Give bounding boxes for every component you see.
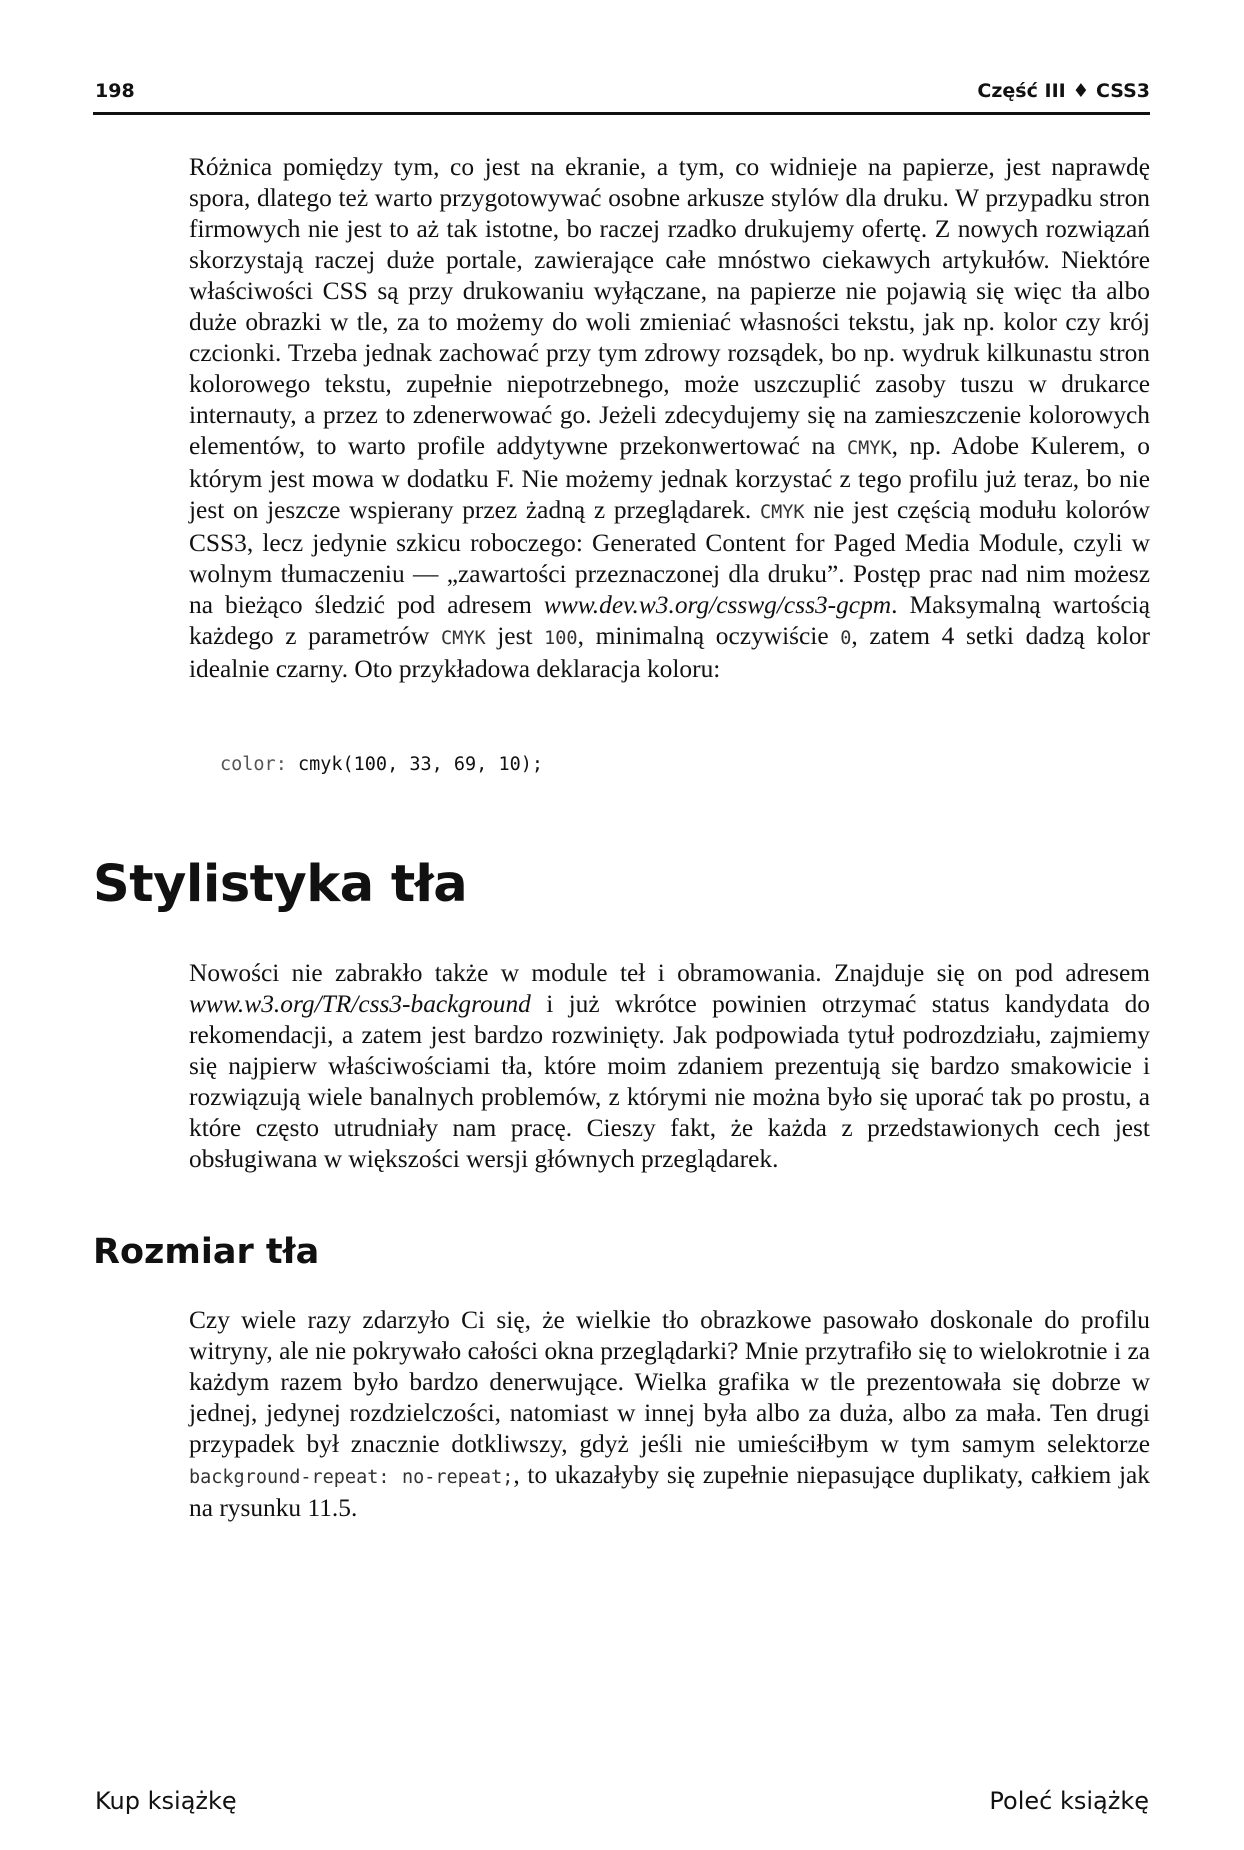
text-run: , to ukazałyby się zupełnie niepasujące duplikaty, całkiem jak na rysunku 11.5.: [189, 1461, 1150, 1522]
body-paragraph-2: [189, 958, 1150, 1175]
subsection-heading: Rozmiar tła: [93, 1232, 320, 1272]
code-property: color:: [220, 754, 287, 775]
url-text: www.w3.org/TR/css3-background: [189, 990, 531, 1018]
text-run: jest: [485, 622, 545, 650]
body-paragraph-1: [189, 152, 1150, 685]
recommend-book-link[interactable]: Poleć książkę: [989, 1787, 1149, 1815]
page-number: 198: [95, 80, 135, 102]
text-run: i już wkrótce powinien otrzymać status kandydata do rekomendacji, a zatem jest bardzo rozwinięty. Jak podpowiada tytuł podrozdziału, zajmiemy się najpierw właściwościami tła, które moim zdaniem prezentują się bardzo smakowicie i rozwiązują wiele banalnych problemów, z którymi nie można było się uporać tak po prostu, a które często utrudniały nam pracę. Cieszy fakt, że każda z przedstawionych cech jest obsługiwana w większości wersji głównych przeglądarek.: [189, 990, 1150, 1173]
code-value: cmyk(100, 33, 69, 10);: [286, 754, 544, 775]
text-run: , np. Adobe Kulerem, o którym jest mowa w dodatku F. Nie możemy jednak korzystać z tego profilu już teraz, bo nie jest on jeszcze wspierany przez żadną z przeglądarek.: [189, 432, 1150, 524]
url-text: www.dev.w3.org/csswg/css3-gcpm: [543, 591, 892, 619]
text-run: , minimalną oczywiście: [577, 622, 841, 650]
running-header: [93, 76, 1150, 115]
section-heading: Stylistyka tła: [93, 855, 468, 914]
text-run: nie jest częścią modułu kolorów CSS3, lecz jedynie szkicu roboczego: Generated Content for Paged Media Module, czyli w wolnym tłumaczeniu — „zawartości przeznaczonej dla druku”. Postęp prac nad nim możesz na bieżąco śledzić pod adresem: [189, 496, 1151, 619]
text-run: . Maksymalną wartością każdego z parametrów: [189, 591, 1151, 650]
inline-code: CMYK: [760, 502, 805, 523]
section-label: Część III ♦ CSS3: [977, 80, 1150, 102]
inline-code: background-repeat: no-repeat;: [189, 1467, 514, 1488]
text-run: Czy wiele razy zdarzyło Ci się, że wielkie tło obrazkowe pasowało doskonale do profilu witryny, ale nie pokrywało całości okna przeglądarki? Mnie przytrafiło się to wielokrotnie i za każdym razem było bardzo denerwujące. Wielka grafika w tle prezentowała się dobrze w jednej, jedynej rozdzielczości, natomiast w innej była albo za duża, albo za mała. Ten drugi przypadek był znacznie dotkliwszy, gdyż jeśli nie umieściłbym w tym samym selektorze: [189, 1306, 1150, 1458]
inline-code: 0: [840, 628, 852, 649]
buy-book-link[interactable]: Kup książkę: [95, 1787, 237, 1815]
text-run: Nowości nie zabrakło także w module teł i obramowania. Znajduje się on pod adresem: [189, 959, 1150, 987]
code-example: [220, 754, 543, 775]
text-run: Różnica pomiędzy tym, co jest na ekranie, a tym, co widnieje na papierze, jest naprawdę spora, dlatego też warto przygotowywać osobne arkusze stylów dla druku. W przypadku stron firmowych nie jest to aż tak istotne, bo raczej rzadko drukujemy ofertę. Z nowych rozwiązań skorzystają raczej duże portale, zawierające całe mnóstwo ciekawych artykułów. Niektóre właściwości CSS są przy drukowaniu wyłączane, na papierze nie pojawią się więc tła albo duże obrazki w tle, za to możemy do woli zmieniać własności tekstu, jak np. kolor czy krój czcionki. Trzeba jednak zachować przy tym zdrowy rozsądek, bo np. wydruk kilkunastu stron kolorowego tekstu, zupełnie niepotrzebnego, może uszczuplić zasoby tuszu w drukarce internauty, a przez to zdenerwować go. Jeżeli zdecydujemy się na zamieszczenie kolorowych elementów, to warto profile addytywne przekonwertować na: [189, 153, 1150, 460]
body-paragraph-3: [189, 1305, 1150, 1524]
inline-code: 100: [544, 628, 578, 649]
inline-code: CMYK: [847, 438, 892, 459]
inline-code: CMYK: [441, 628, 486, 649]
text-run: , zatem 4 setki dadzą kolor idealnie czarny. Oto przykładowa deklaracja koloru:: [189, 622, 1151, 683]
